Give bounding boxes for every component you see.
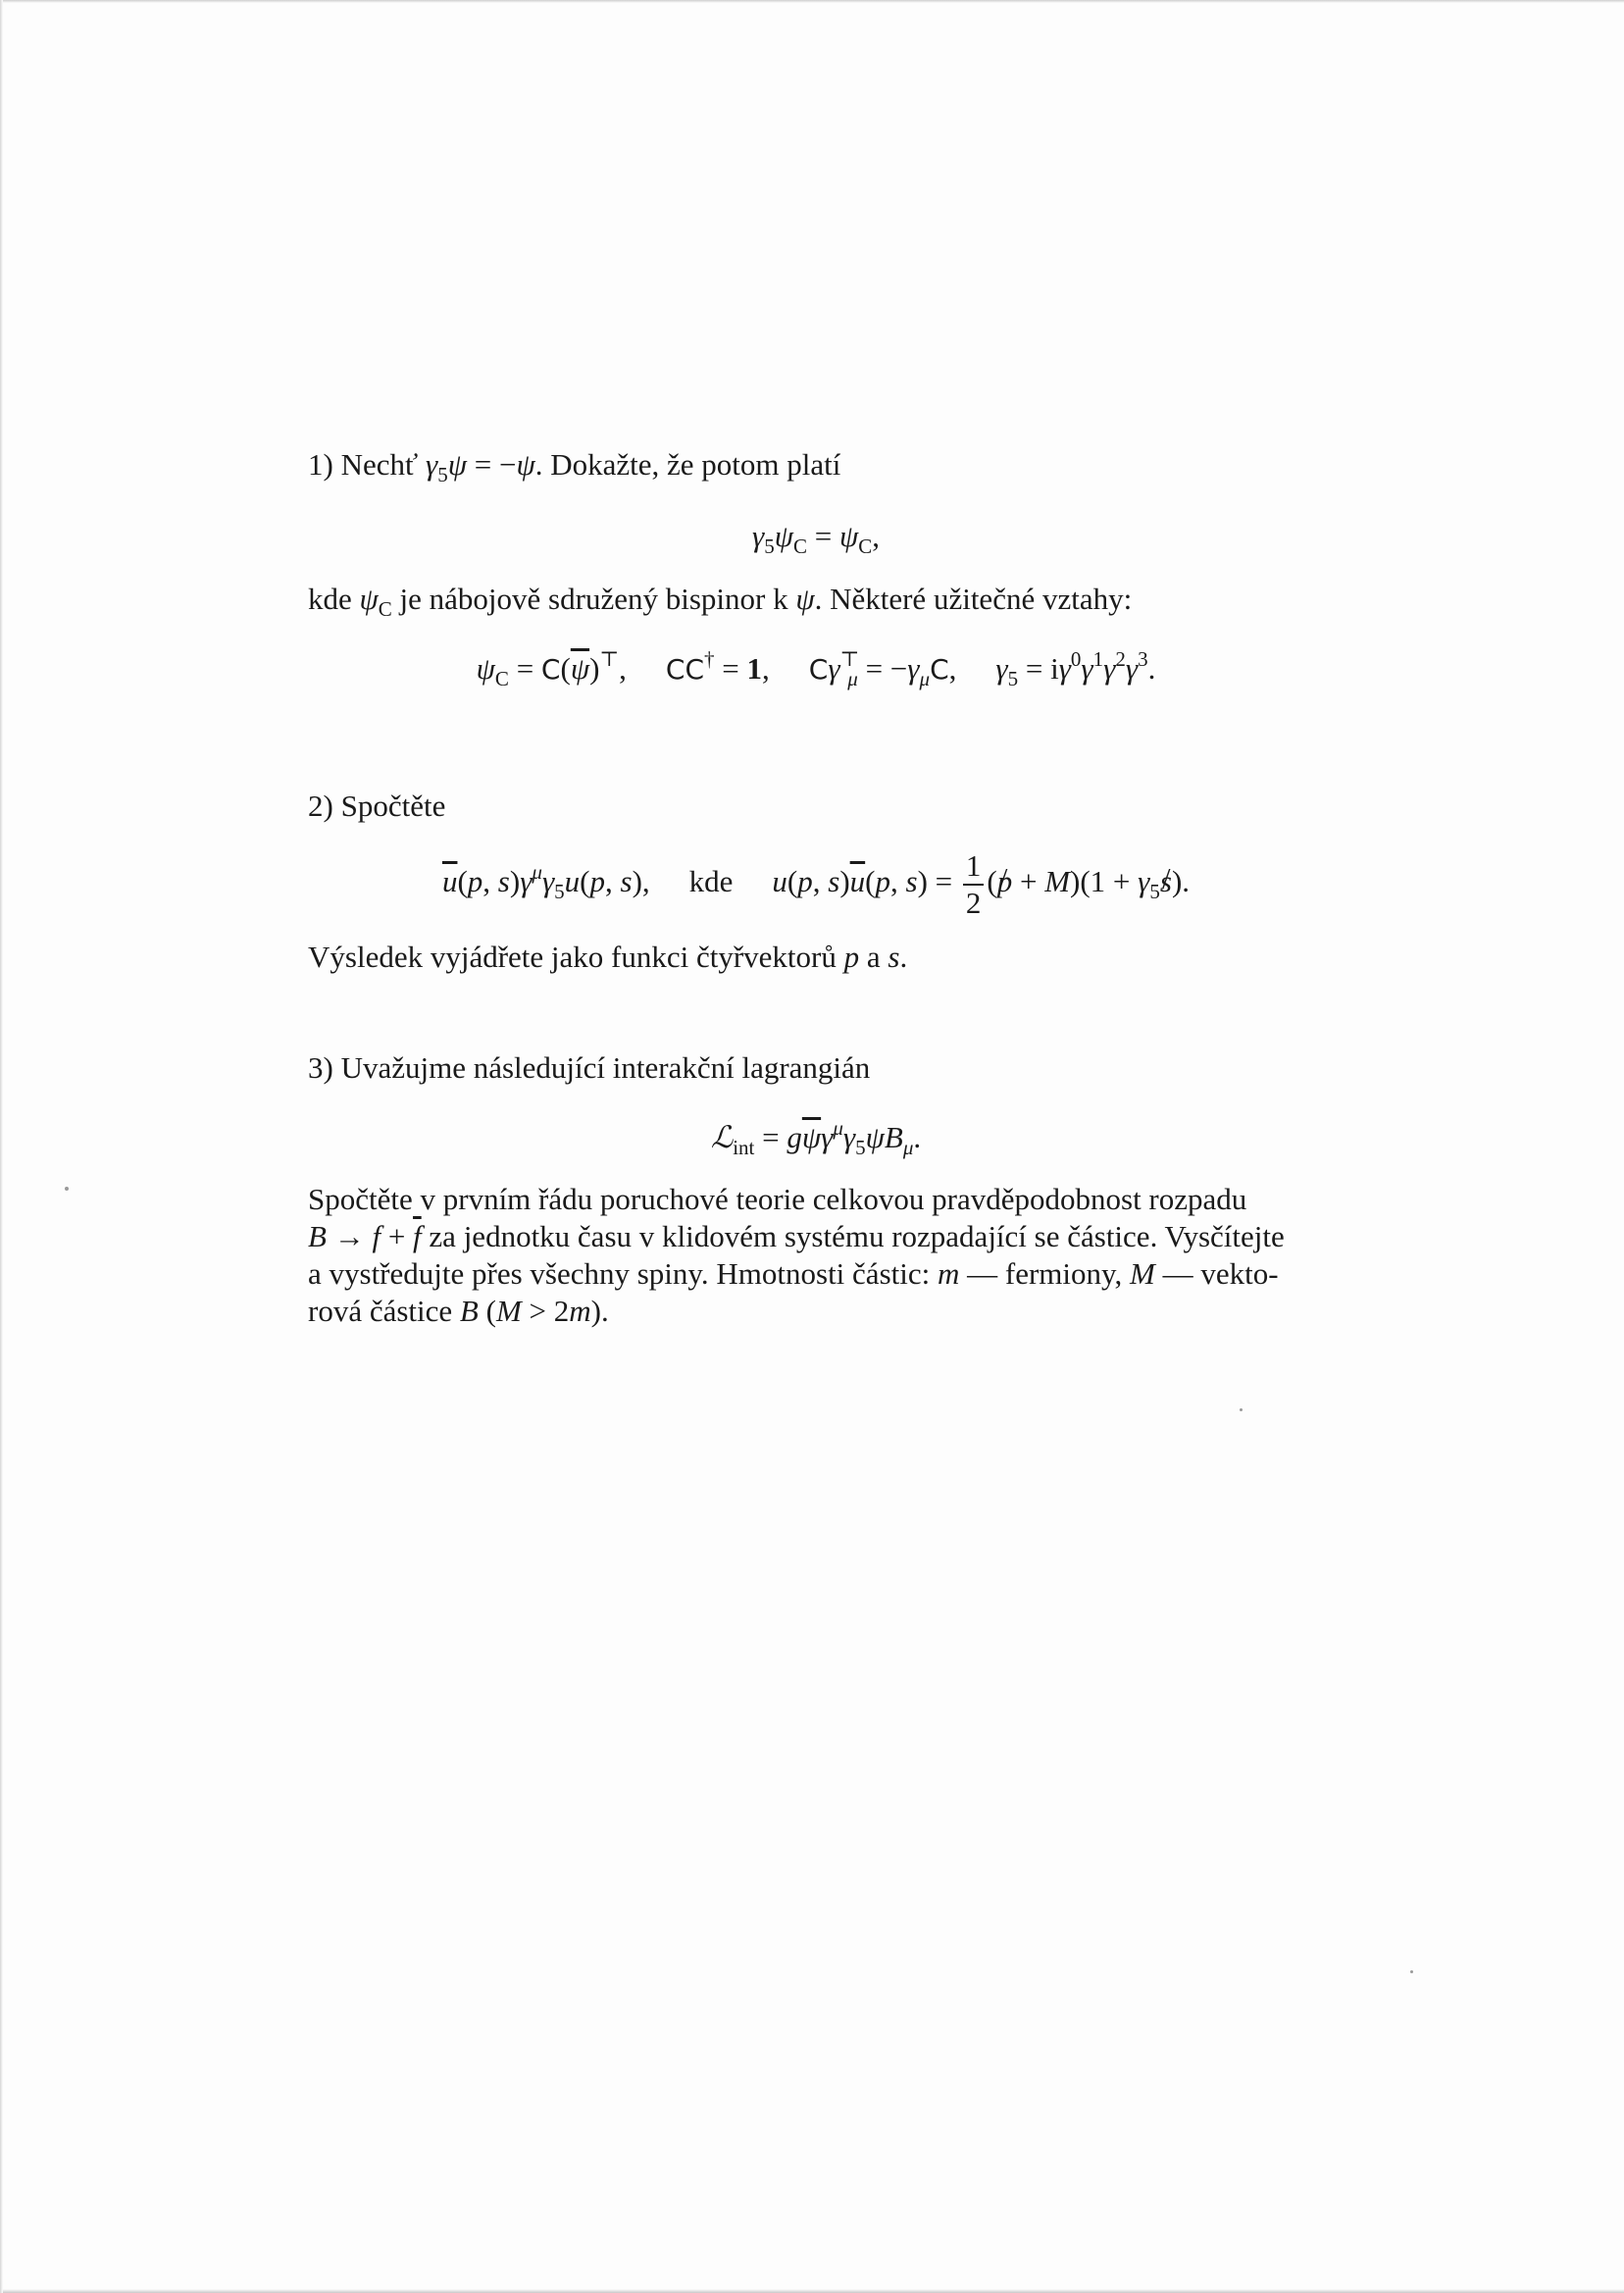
scan-speck — [1410, 1970, 1413, 1973]
scan-edge-bottom — [0, 2289, 1624, 2293]
problem-3-line-3: a vystředujte přes všechny spiny. Hmotnosti částic: m — fermiony, M — vekto- — [308, 1256, 1279, 1291]
problem-3-body-line-1: Spočtěte v prvním řádu poruchové teorie celkovou pravděpodobnost rozpadu — [308, 1182, 1247, 1216]
problem-3-line-2: $B \to f + \overline{f}$ za jednotku času v klidovém systému rozpadající se částice. Vysčítejte — [308, 1219, 1285, 1253]
problem-2-and: a — [866, 940, 881, 974]
scan-edge-left — [0, 0, 3, 2293]
problem-2-result-text: Výsledek vyjádřete jako funkci čtyřvektorů p a s. — [308, 940, 908, 974]
problem-3-line-1 — [308, 1181, 1324, 1218]
problem-2-heading — [308, 788, 445, 825]
problem-3-body-line-3: a vystředujte přes všechny spiny. Hmotnosti částic: — [308, 1256, 931, 1291]
problem-3-vector-part: — vekto- — [1162, 1256, 1279, 1291]
problem-2-kde: kde — [688, 864, 734, 899]
problem-1-relations: $\psi_C = C(\overline{\psi})^⊤$, CC† = 1, $C\gamma^⊤_\mu = -\gamma_\mu C$, $\gamma_5 = i\gamma^0\gamma^1\gamma^2\gamma^3$. — [476, 647, 1156, 690]
problem-1-intro-word: Nechť — [340, 447, 419, 482]
problem-3-heading-text: Uvažujme následující interakční lagrangián — [340, 1050, 871, 1085]
problem-3-number: 3) — [308, 1050, 333, 1085]
problem-1-desc-end: . Některé užitečné vztahy: — [814, 582, 1133, 616]
problem-3-body-line-4: rová částice — [308, 1294, 453, 1328]
fraction-one-half: $\frac{1}{2}$ — [963, 848, 985, 921]
problem-3-fermions: — fermiony, — [967, 1256, 1123, 1291]
scan-speck — [65, 1187, 69, 1191]
problem-3-lagrangian: ℒ$_{int}$ = $g\overline{\psi}\gamma^\mu\gamma_5\psi B_\mu$. — [710, 1116, 922, 1159]
problem-2-equation: $\overline{u}(p$, $s)\gamma^\mu\gamma_5u(p$, s), kde u(p, $s)\overline{u}(p$, s) = $\frac{1}{2}$ (p / + $M)(1 + \gamma_5s$ /). — [308, 848, 1324, 921]
problem-2-heading-text: Spočtěte — [340, 789, 446, 823]
problem-3-line-4: rová částice B (M > 2m). — [308, 1294, 609, 1328]
problem-2-result-label: Výsledek vyjádřete jako funkci čtyřvektorů — [308, 940, 837, 974]
problem-3-body-line-2: za jednotku času v klidovém systému rozpadající se částice. Vysčítejte — [429, 1219, 1285, 1253]
problem-1-equation: $\gamma_5\psi_C = \psi_C$, — [751, 519, 880, 558]
problem-1-description: kde $\psi_C$ je nábojově sdružený bispinor k ψ. Některé užitečné vztahy: — [308, 582, 1133, 621]
problem-1-intro-rest: . Dokažte, že potom platí — [534, 447, 841, 482]
problem-1-number: 1) — [308, 447, 333, 482]
scan-edge-top — [0, 0, 1624, 3]
problem-1-desc-before: kde — [308, 582, 352, 616]
problem-3-heading — [308, 1049, 870, 1087]
problem-2-number: 2) — [308, 789, 333, 823]
problem-1-desc-after: je nábojově sdružený bispinor k — [399, 582, 788, 616]
scan-speck — [1240, 1408, 1243, 1411]
problem-1-statement: 1) Nechť $\gamma_5\psi = -\psi$. Dokažte, že potom platí — [308, 447, 841, 486]
